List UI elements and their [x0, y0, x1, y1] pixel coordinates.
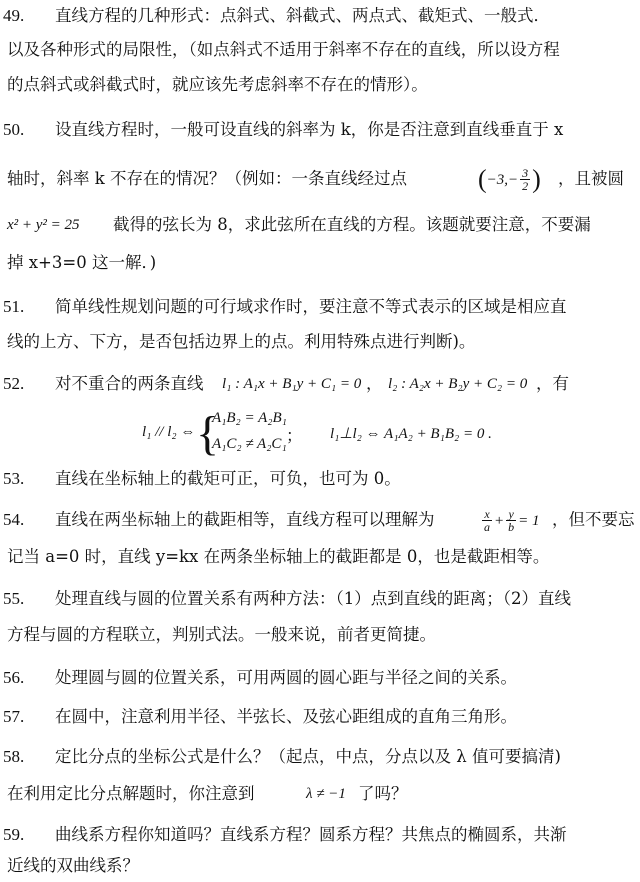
item-text: 处理圆与圆的位置关系，可用两圆的圆心距与半径之间的关系。	[55, 668, 517, 687]
item-text: 掉 x+3=0 这一解．)	[7, 253, 157, 272]
item-text: 曲线系方程你知道吗？直线系方程？圆系方程？共焦点的椭圆系，共渐	[55, 825, 567, 844]
item-number: 49.	[3, 6, 25, 25]
item-number: 50.	[3, 120, 25, 139]
circle-equation: x² + y² = 25	[7, 217, 80, 233]
item-text: 近线的双曲线系？	[7, 856, 139, 875]
item-text: ，	[366, 374, 383, 393]
item-number: 56.	[3, 668, 25, 687]
item-text: 直线方程的几种形式：点斜式、斜截式、两点式、截矩式、一般式．	[55, 6, 550, 25]
item-text: 的点斜式或斜截式时，就应该先考虑斜率不存在的情形）。	[7, 75, 428, 94]
item-text: 直线在两坐标轴上的截距相等，直线方程可以理解为	[55, 510, 435, 529]
parallel-condition: l₁ // l₂ ⇔ { A₁B₂ = A₂B₁ A₁C₂ ≠ A₂C₁ ； l₁⊥l₂ ⇔ A₁A₂ + B₁B₂ = 0 .	[142, 407, 492, 460]
item-text: 简单线性规划问题的可行域求作时，要注意不等式表示的区域是相应直	[55, 297, 567, 316]
item-text: 在圆中，注意利用半径、半弦长、及弦心距组成的直角三角形。	[55, 707, 517, 726]
item-text: 设直线方程时，一般可设直线的斜率为 k，你是否注意到直线垂直于 x	[55, 120, 564, 139]
fraction-denominator: 2	[522, 179, 529, 193]
parallel-cond-1: A₁B₂ = A₂B₁	[212, 410, 287, 426]
separator: ；	[286, 426, 303, 445]
item-text: 记当 a=0 时，直线 y=kx 在两条坐标轴上的截距都是 0，也是截距相等。	[7, 547, 550, 566]
item-text: 处理直线与圆的位置关系有两种方法：（1）点到直线的距离；（2）直线	[55, 589, 571, 608]
item-number: 53.	[3, 469, 25, 488]
point-x: −3,−	[486, 172, 519, 188]
fraction-numerator: 3	[522, 166, 529, 180]
parallel-lhs: l₁ // l₂ ⇔	[142, 424, 196, 440]
item-text: 定比分点的坐标公式是什么？（起点，中点，分点以及 λ 值可要搞清)	[55, 747, 561, 766]
item-text: 轴时，斜率 k 不存在的情况？（例如：一条直线经过点	[7, 169, 407, 188]
item-number: 55.	[3, 589, 25, 608]
item-text: 截得的弦长为 8，求此弦所在直线的方程。该题就要注意，不要漏	[113, 215, 591, 234]
item-number: 57.	[3, 707, 25, 726]
perpendicular-condition: l₁⊥l₂ ⇔ A₁A₂ + B₁B₂ = 0 .	[330, 426, 492, 442]
point-expression: (−3,− $\frac{3}{2}$ )	[478, 164, 541, 194]
item-number: 59.	[3, 825, 25, 844]
item-text: 了吗？	[358, 784, 408, 803]
item-text: 在利用定比分点解题时，你注意到	[7, 784, 255, 803]
item-number: 52.	[3, 374, 25, 393]
parallel-cond-2: A₁C₂ ≠ A₂C₁	[212, 436, 287, 452]
item-text: 对不重合的两条直线	[55, 374, 204, 393]
line-l2-equation: l₂ : A₂x + B₂y + C₂ = 0	[388, 376, 528, 392]
item-text: 直线在坐标轴上的截矩可正，可负，也可为 0。	[55, 469, 401, 488]
item-text: ，且被圆	[558, 169, 624, 188]
item-text: ，但不要忘	[552, 510, 635, 529]
item-number: 51.	[3, 297, 25, 316]
intercept-equation: $\frac{x}{a}$ + $\frac{y}{b}$ = 1	[484, 507, 540, 534]
lambda-condition: λ ≠ −1	[306, 786, 346, 802]
item-text: 以及各种形式的局限性，（如点斜式不适用于斜率不存在的直线，所以设方程	[7, 40, 560, 59]
item-number: 58.	[3, 747, 25, 766]
item-text: ，有	[536, 374, 569, 393]
line-l1-equation: l₁ : A₁x + B₁y + C₁ = 0	[222, 376, 362, 392]
item-number: 54.	[3, 510, 25, 529]
item-text: 方程与圆的方程联立，判别式法。一般来说，前者更简捷。	[7, 625, 436, 644]
item-text: 线的上方、下方，是否包括边界上的点。利用特殊点进行判断)。	[7, 332, 476, 351]
